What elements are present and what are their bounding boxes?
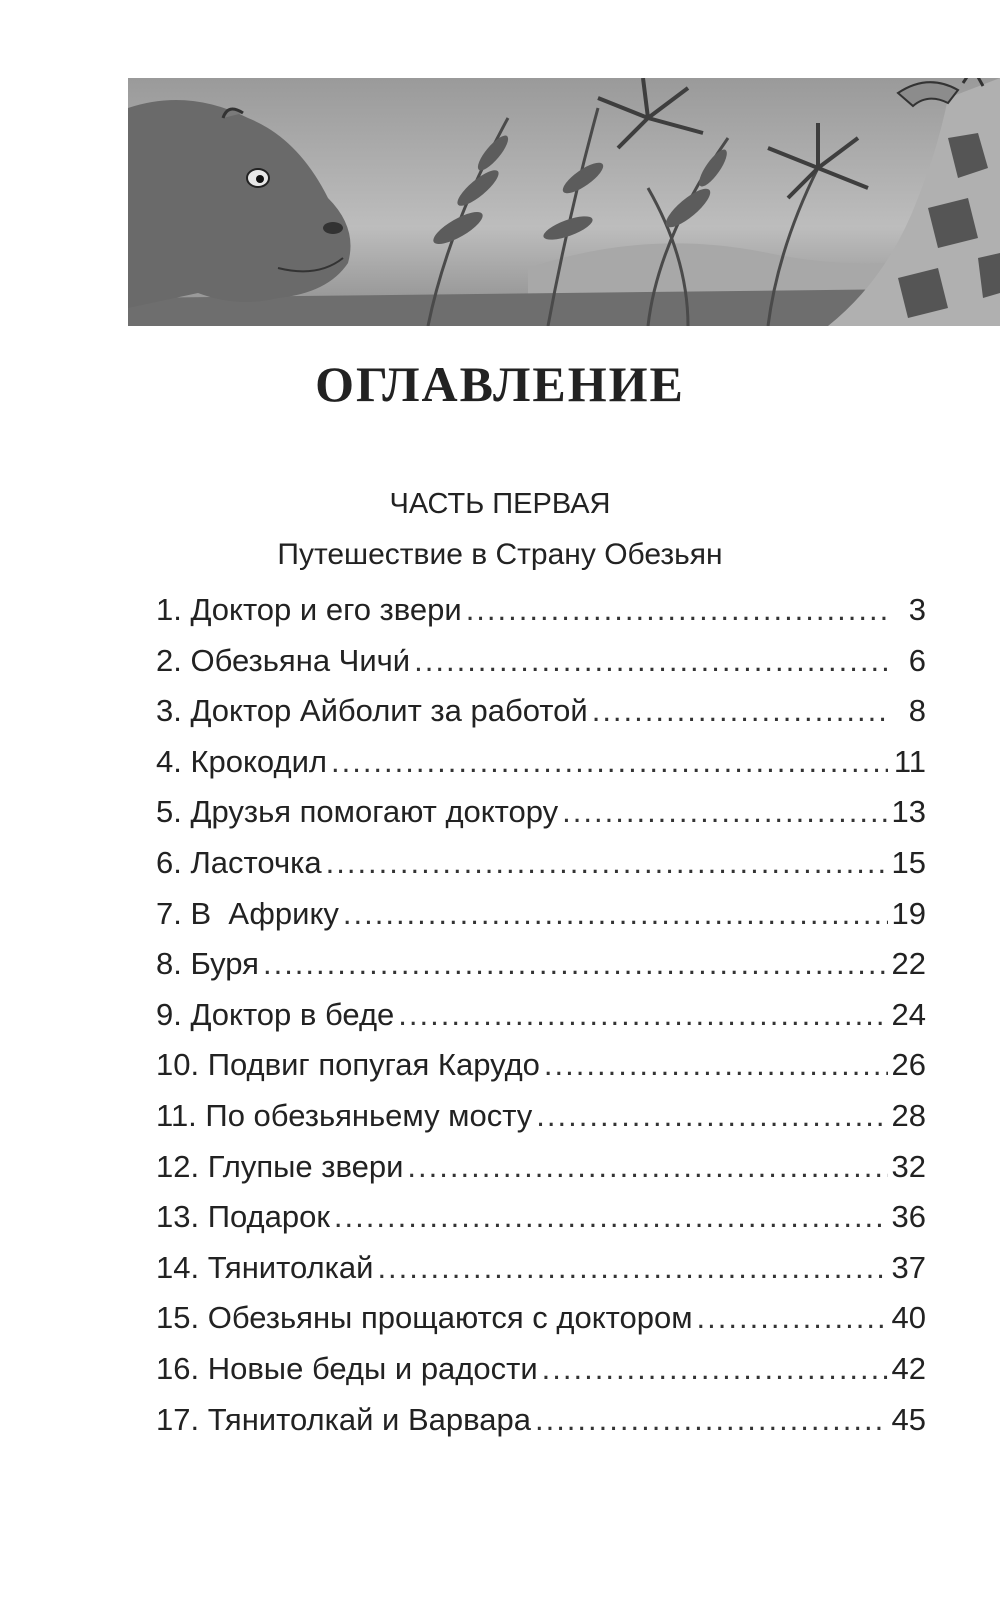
toc-entry[interactable] bbox=[156, 1300, 926, 1351]
entry-title: 3. Доктор Айболит за работой bbox=[156, 693, 588, 729]
entry-page-number: 15 bbox=[891, 844, 926, 880]
dot-leader bbox=[334, 1199, 888, 1235]
entry-title: 7. В Африку bbox=[156, 895, 339, 931]
toc-entry[interactable] bbox=[156, 946, 926, 997]
dot-leader bbox=[697, 1300, 888, 1336]
dot-leader bbox=[331, 744, 888, 780]
entry-page-number: 13 bbox=[891, 794, 926, 830]
dot-leader bbox=[535, 1402, 888, 1438]
entry-page-number: 45 bbox=[891, 1401, 926, 1437]
entry-page-number: 40 bbox=[891, 1300, 926, 1336]
toc-entry[interactable] bbox=[156, 1250, 926, 1301]
dot-leader bbox=[414, 643, 888, 679]
toc-entry[interactable] bbox=[156, 1402, 926, 1453]
toc-entry[interactable] bbox=[156, 592, 926, 643]
entry-page-number: 3 bbox=[908, 592, 926, 627]
entry-page-number: 42 bbox=[891, 1350, 926, 1386]
entry-title: 6. Ласточка bbox=[156, 844, 322, 880]
toc-entry[interactable] bbox=[156, 1098, 926, 1149]
entry-page-number: 37 bbox=[891, 1249, 926, 1285]
entry-title: 4. Крокодил bbox=[156, 743, 327, 779]
entry-title: 15. Обезьяны прощаются с доктором bbox=[156, 1300, 693, 1336]
entry-page-number: 22 bbox=[891, 946, 926, 982]
toc-entry[interactable] bbox=[156, 1149, 926, 1200]
dot-leader bbox=[544, 1047, 888, 1083]
toc-entry[interactable] bbox=[156, 744, 926, 795]
entry-title: 13. Подарок bbox=[156, 1199, 330, 1235]
entry-page-number: 19 bbox=[891, 895, 926, 931]
toc-entry[interactable] bbox=[156, 1199, 926, 1250]
entry-title: 14. Тянитолкай bbox=[156, 1249, 374, 1285]
dot-leader bbox=[398, 997, 887, 1033]
dot-leader bbox=[326, 845, 888, 881]
dot-leader bbox=[343, 896, 888, 932]
jungle-hippo-giraffe-illustration bbox=[128, 78, 1000, 326]
toc-list bbox=[156, 592, 926, 1452]
entry-title: 10. Подвиг попугая Карудо bbox=[156, 1047, 540, 1083]
toc-entry[interactable] bbox=[156, 794, 926, 845]
entry-title: 12. Глупые звери bbox=[156, 1148, 404, 1184]
dot-leader bbox=[542, 1351, 888, 1387]
entry-title: 9. Доктор в беде bbox=[156, 996, 395, 1032]
entry-title: 5. Друзья помогают доктору bbox=[156, 794, 559, 830]
toc-entry[interactable] bbox=[156, 896, 926, 947]
toc-entry[interactable] bbox=[156, 643, 926, 694]
entry-page-number: 32 bbox=[891, 1148, 926, 1184]
entry-page-number: 6 bbox=[908, 642, 926, 678]
entry-title: 11. По обезьяньему мосту bbox=[156, 1097, 533, 1133]
entry-page-number: 26 bbox=[891, 1047, 926, 1083]
dot-leader bbox=[466, 592, 888, 628]
entry-page-number: 11 bbox=[893, 743, 926, 779]
dot-leader bbox=[592, 693, 888, 729]
toc-entry[interactable] bbox=[156, 997, 926, 1048]
entry-title: 16. Новые беды и радости bbox=[156, 1350, 538, 1386]
dot-leader bbox=[377, 1250, 887, 1286]
entry-title: 17. Тянитолкай и Варвара bbox=[156, 1401, 531, 1437]
entry-title: 1. Доктор и его звери bbox=[156, 592, 462, 627]
entry-title: 8. Буря bbox=[156, 946, 259, 982]
entry-page-number: 8 bbox=[908, 693, 926, 729]
toc-entry[interactable] bbox=[156, 1351, 926, 1402]
dot-leader bbox=[536, 1098, 887, 1134]
part-subtitle: Путешествие в Страну Обезьян bbox=[277, 538, 723, 571]
dot-leader bbox=[263, 946, 888, 982]
toc-entry[interactable] bbox=[156, 1047, 926, 1098]
toc-entry[interactable] bbox=[156, 845, 926, 896]
dot-leader bbox=[407, 1149, 887, 1185]
entry-title: 2. Обезьяна Чичи́ bbox=[156, 642, 411, 678]
entry-page-number: 36 bbox=[891, 1199, 926, 1235]
entry-page-number: 24 bbox=[891, 996, 926, 1032]
part-label: ЧАСТЬ ПЕРВАЯ bbox=[389, 488, 611, 520]
page-title: ОГЛАВЛЕНИЕ bbox=[315, 356, 685, 412]
dot-leader bbox=[562, 794, 887, 830]
toc-entry[interactable] bbox=[156, 693, 926, 744]
entry-page-number: 28 bbox=[891, 1097, 926, 1133]
